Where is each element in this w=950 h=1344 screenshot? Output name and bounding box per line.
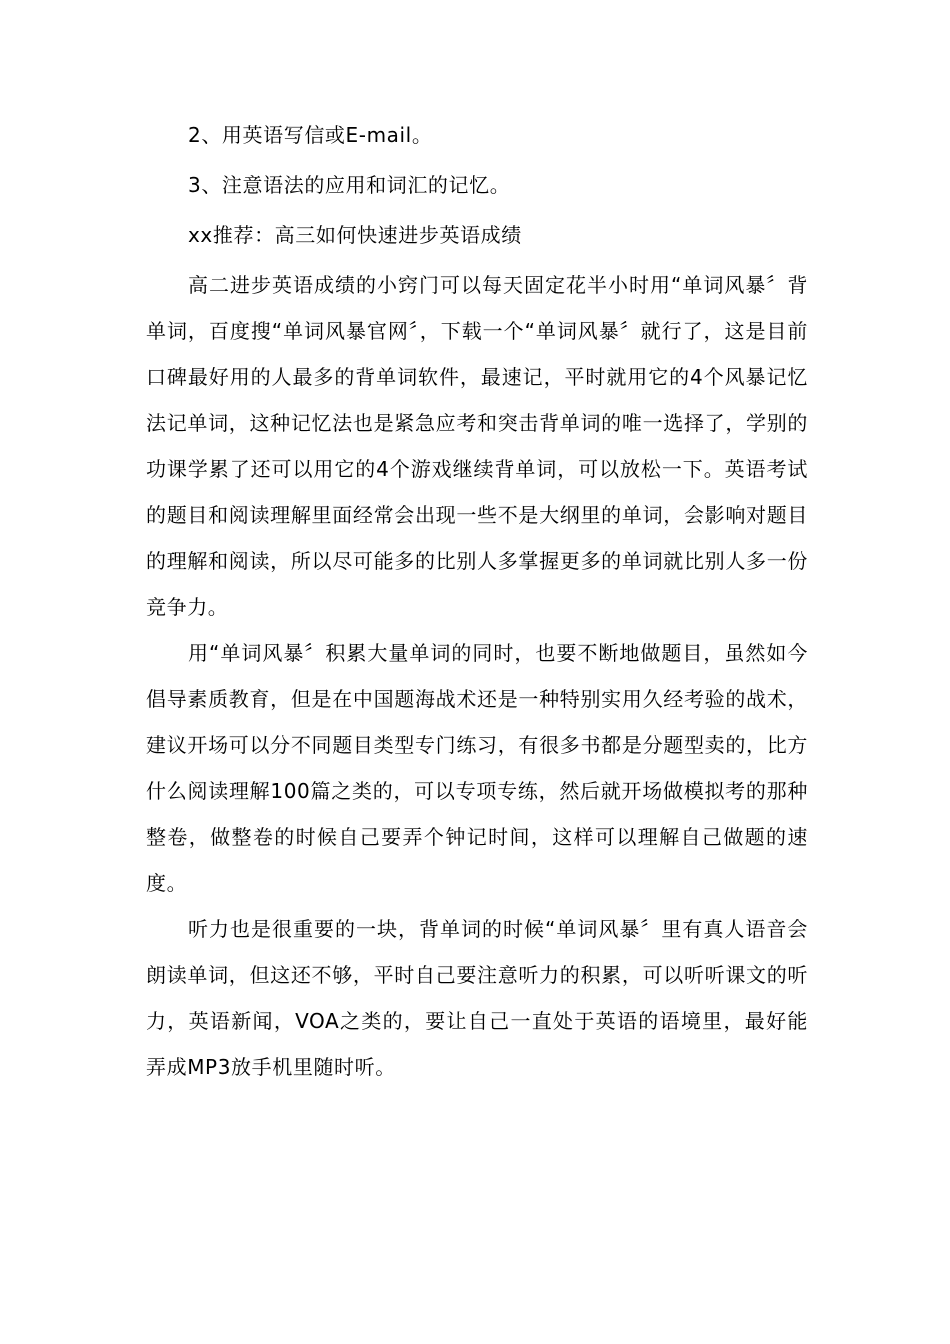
paragraph-listening: 听力也是很重要的一块，背单词的时候“单词风暴〞里有真人语音会朗读单词，但这还不够，平时自己要注意听力的积累，可以听听课文的听力，英语新闻，VOA之类的，要让自己一直处于英语的语境里，最好能弄成MP3放手机里随时听。 [146, 917, 808, 1079]
list-item-grammar: 3、注意语法的应用和词汇的记忆。 [188, 173, 511, 197]
section-heading: xx推荐：高三如何快速进步英语成绩 [188, 223, 522, 247]
document-body [146, 112, 808, 1090]
paragraph-practice: 用“单词风暴〞积累大量单词的同时，也要不断地做题目，虽然如今倡导素质教育，但是在中国题海战术还是一种特别实用久经考验的战术，建议开场可以分不同题目类型专门练习，有很多书都是分题型卖的，比方什么阅读理解100篇之类的，可以专项专练，然后就开场做模拟考的那种整卷，做整卷的时候自己要弄个钟记时间，这样可以理解自己做题的速度。 [146, 641, 808, 895]
paragraph-vocabulary: 高二进步英语成绩的小窍门可以每天固定花半小时用“单词风暴〞背单词，百度搜“单词风暴官网〞，下载一个“单词风暴〞就行了，这是目前口碑最好用的人最多的背单词软件，最速记，平时就用它的4个风暴记忆法记单词，这种记忆法也是紧急应考和突击背单词的唯一选择了，学别的功课学累了还可以用它的4个游戏继续背单词，可以放松一下。英语考试的题目和阅读理解里面经常会出现一些不是大纲里的单词，会影响对题目的理解和阅读，所以尽可能多的比别人多掌握更多的单词就比别人多一份竞争力。 [146, 273, 808, 619]
list-item-email: 2、用英语写信或E-mail。 [188, 123, 433, 147]
